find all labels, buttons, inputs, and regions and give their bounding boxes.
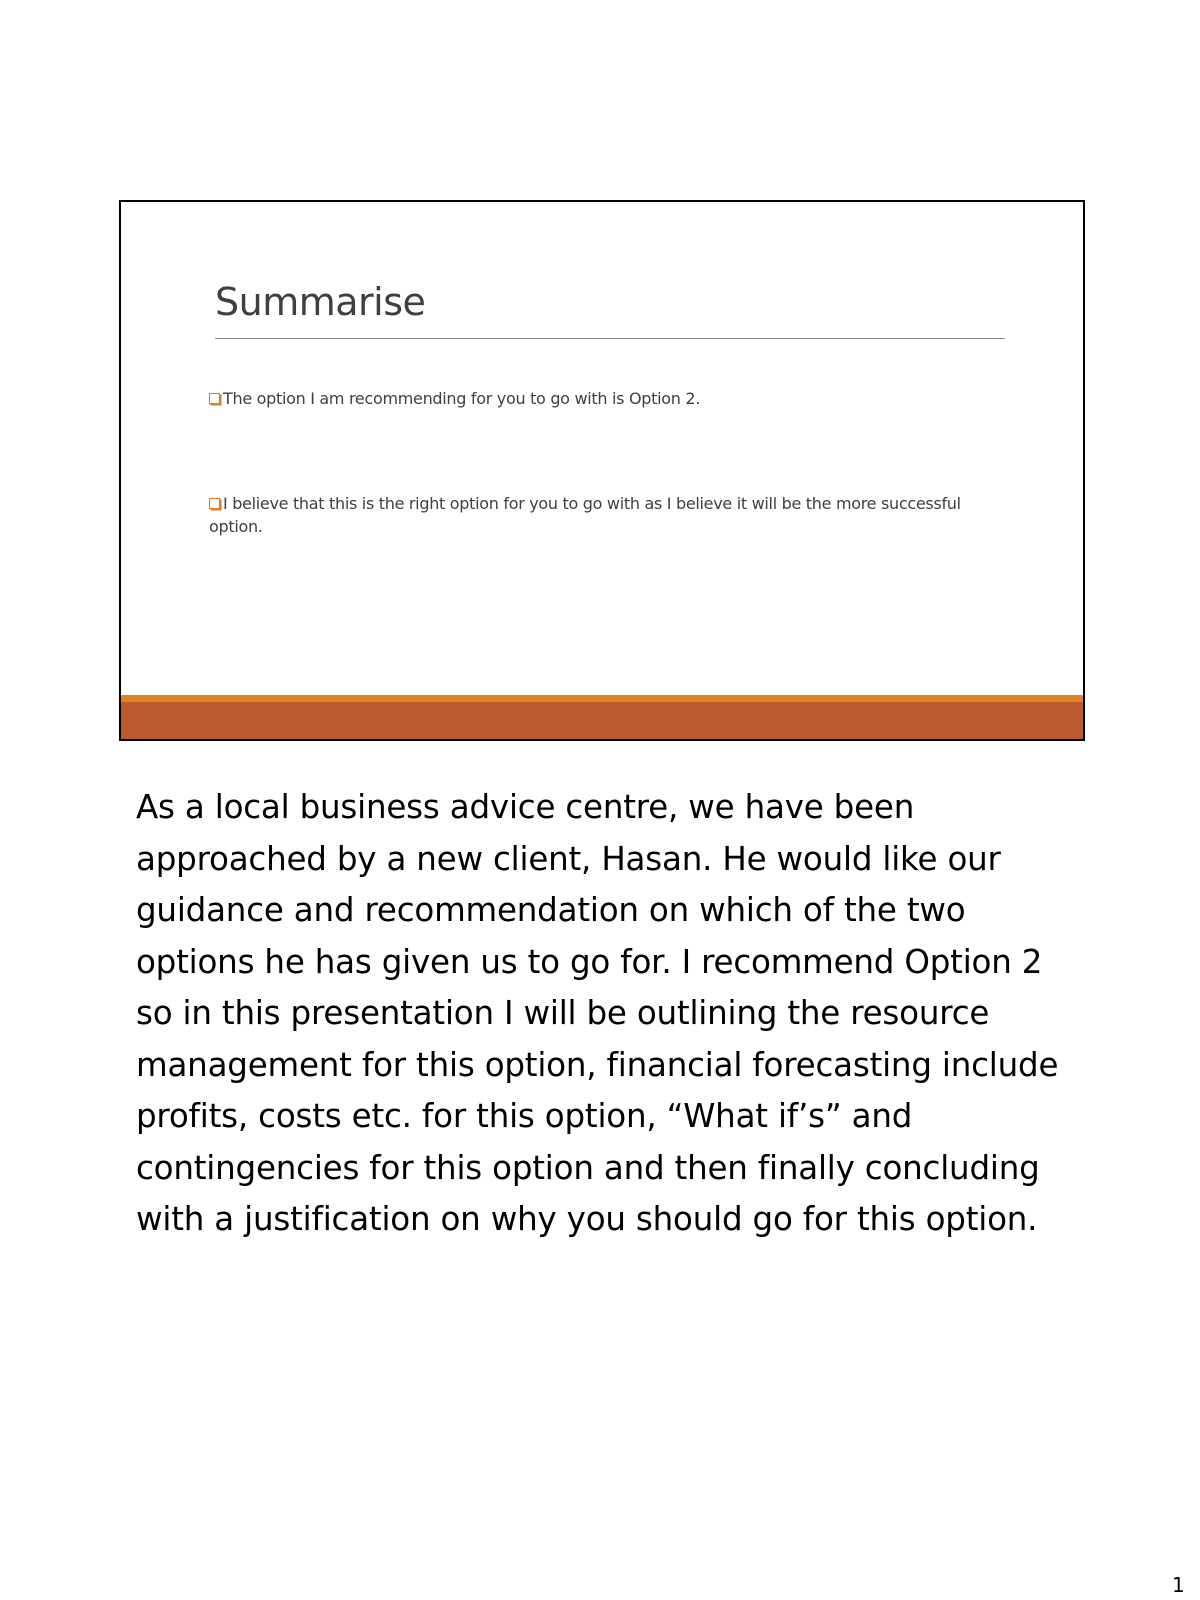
title-divider (215, 338, 1005, 339)
bullet-item (209, 492, 1009, 538)
footer-band (121, 702, 1083, 739)
bullet-item (209, 387, 1009, 410)
square-bullet-icon (209, 498, 220, 509)
square-bullet-icon (209, 393, 220, 404)
bullet-text: The option I am recommending for you to go with is Option 2. (223, 389, 701, 408)
page-number: 1 (1172, 1573, 1185, 1597)
bullet-text: I believe that this is the right option for you to go with as I believe it will be the more successful option. (209, 494, 961, 536)
speaker-notes: As a local business advice centre, we have been approached by a new client, Hasan. He would like our guidance and recommendation on which of the two options he has given us to go for. I recommend Option 2 so in this presentation I will be outlining the resource management for this option, financial forecasting include profits, costs etc. for this option, “What if’s” and contingencies for this option and then finally concluding with a justification on why you should go for this option. (136, 788, 1059, 1238)
slide-thumbnail (119, 200, 1085, 741)
slide-title: Summarise (215, 280, 426, 324)
accent-stripe (121, 695, 1083, 702)
